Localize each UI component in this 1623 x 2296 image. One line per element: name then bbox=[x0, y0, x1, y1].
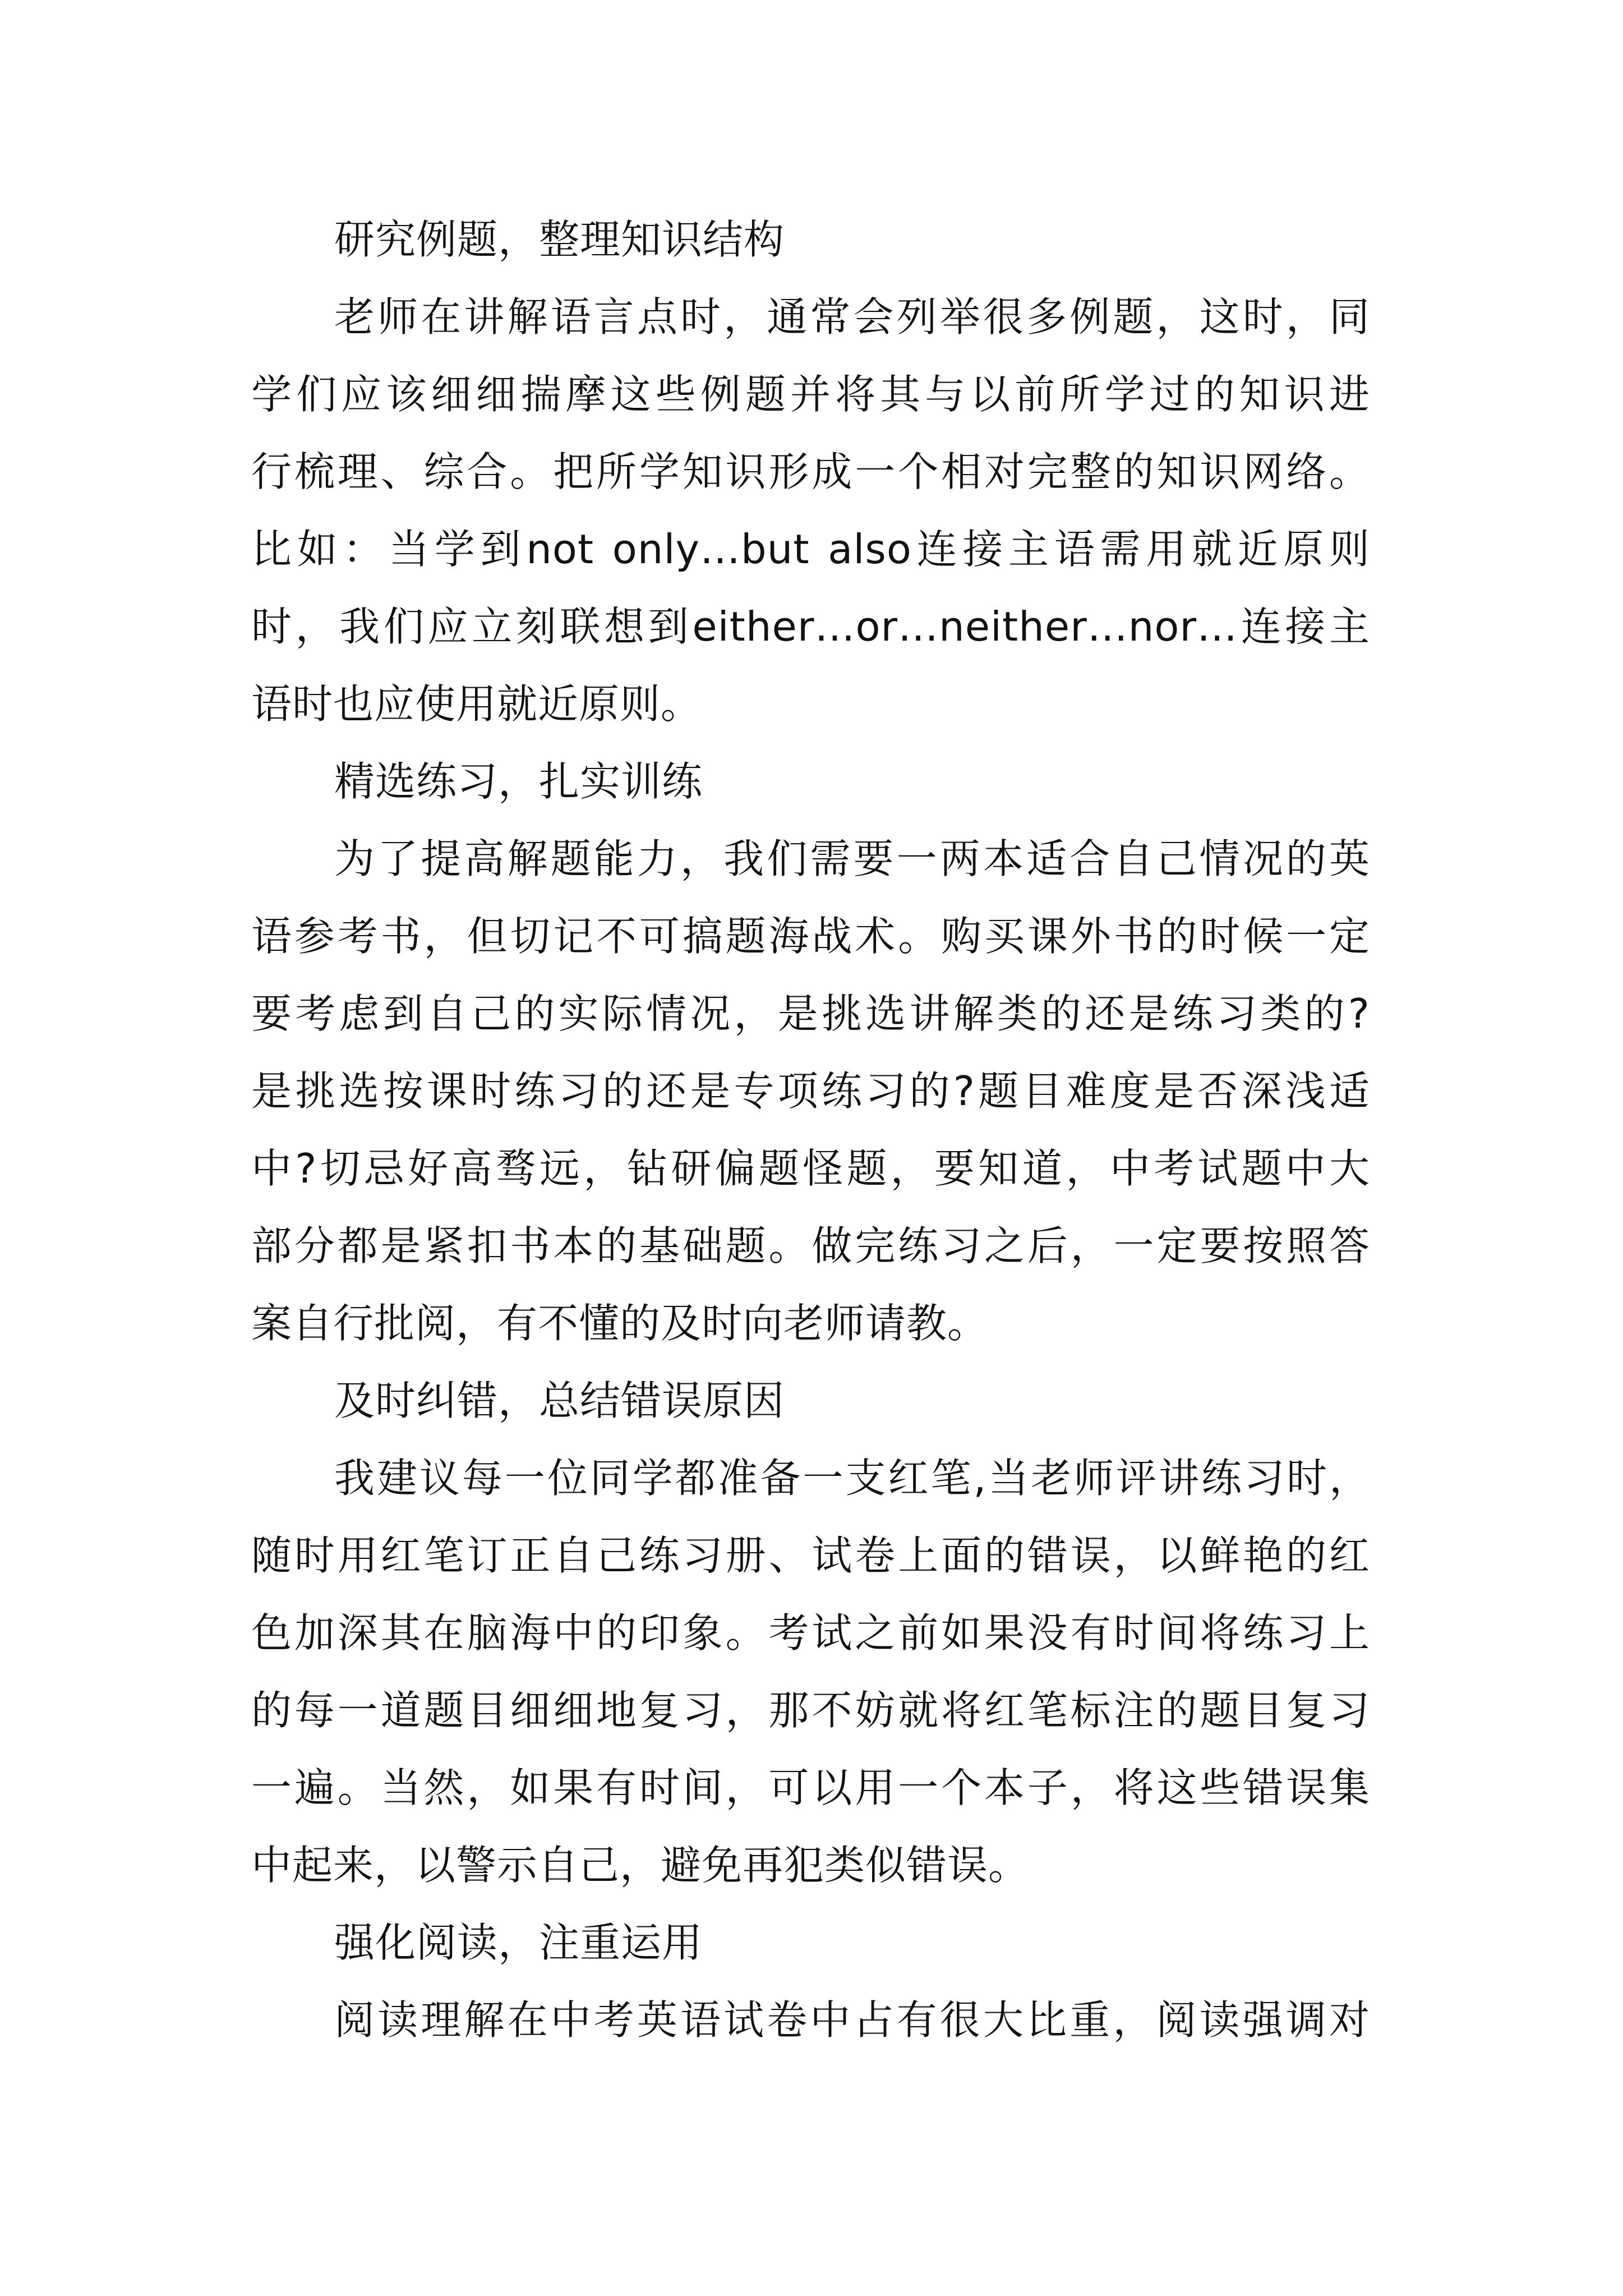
paragraph-line: 的每一道题目细细地复习，那不妨就将红笔标注的题目复习 bbox=[251, 1687, 1370, 1734]
paragraph-line: 行梳理、综合。把所学知识形成一个相对完整的知识网络。 bbox=[251, 448, 1370, 495]
paragraph-line: 中?切忌好高骛远，钻研偏题怪题，要知道，中考试题中大 bbox=[251, 1145, 1370, 1192]
paragraph-line: 比如：当学到not only…but also连接主语需用就近原则 bbox=[251, 526, 1370, 573]
paragraph-line: 学们应该细细揣摩这些例题并将其与以前所学过的知识进 bbox=[251, 371, 1370, 418]
section-heading: 及时纠错，总结错误原因 bbox=[334, 1377, 785, 1424]
paragraph-line: 阅读理解在中考英语试卷中占有很大比重，阅读强调对 bbox=[334, 1996, 1370, 2044]
paragraph-line: 案自行批阅，有不懂的及时向老师请教。 bbox=[251, 1300, 989, 1347]
paragraph-line: 我建议每一位同学都准备一支红笔,当老师评讲练习时， bbox=[334, 1455, 1370, 1502]
paragraph-line: 为了提高解题能力，我们需要一两本适合自己情况的英 bbox=[334, 835, 1370, 882]
paragraph-line: 一遍。当然，如果有时间，可以用一个本子，将这些错误集 bbox=[251, 1764, 1370, 1811]
paragraph-line: 中起来，以警示自己，避免再犯类似错误。 bbox=[251, 1842, 1030, 1889]
section-heading: 研究例题，整理知识结构 bbox=[334, 216, 785, 263]
document-body bbox=[251, 201, 1370, 2059]
paragraph-line: 语参考书，但切记不可搞题海战术。购买课外书的时候一定 bbox=[251, 913, 1370, 960]
paragraph-line: 色加深其在脑海中的印象。考试之前如果没有时间将练习上 bbox=[251, 1609, 1370, 1657]
paragraph-line: 随时用红笔订正自己练习册、试卷上面的错误，以鲜艳的红 bbox=[251, 1532, 1370, 1579]
paragraph-line: 要考虑到自己的实际情况，是挑选讲解类的还是练习类的? bbox=[251, 990, 1370, 1037]
section-heading: 精选练习，扎实训练 bbox=[334, 758, 703, 805]
paragraph-line: 老师在讲解语言点时，通常会列举很多例题，这时，同 bbox=[334, 293, 1370, 341]
section-heading: 强化阅读，注重运用 bbox=[334, 1919, 703, 1966]
paragraph-line: 语时也应使用就近原则。 bbox=[251, 680, 702, 728]
paragraph-line: 部分都是紧扣书本的基础题。做完练习之后，一定要按照答 bbox=[251, 1222, 1370, 1269]
paragraph-line: 时，我们应立刻联想到either…or…neither…nor…连接主 bbox=[251, 603, 1370, 650]
paragraph-line: 是挑选按课时练习的还是专项练习的?题目难度是否深浅适 bbox=[251, 1068, 1370, 1115]
